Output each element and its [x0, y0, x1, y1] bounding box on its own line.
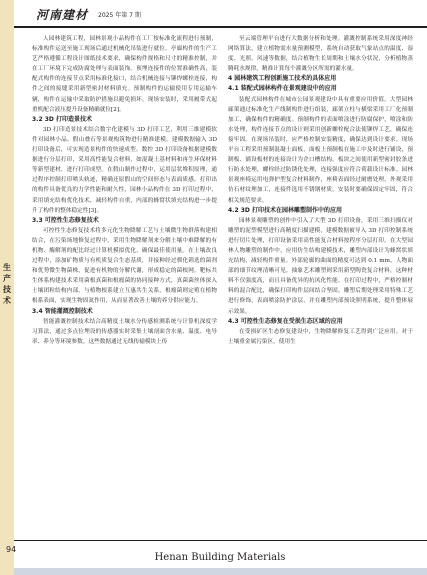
page-header — [36, 4, 416, 24]
footer-journal-title: Henan Building Materials — [154, 552, 286, 563]
section-heading: 4.2 3D 打印技术在园林雕塑制作中的应用 — [228, 206, 342, 214]
body-paragraph: 人园林建筑工程，园林景观小品构件在工厂按标准化流程进行预制，标准构件运送至施工现场后通过机械化吊装进行就位。亭廊构件的生产工艺严格遵循工程设计图纸技术要求，确保构件规格和尺寸的精准控制，并在工厂环境下完成防腐处理与表面装饰。预埋连接件的位置准确性高，装配式构件的连接节点采用标准化接口，结合机械连接与铆焊螺栓连接，构件之间的接缝采用新型密封材料填充。预制构件的运输使用专用运输车辆，构件在运输中采取防护措施以避免损坏。现场安装时，采用履带式起重机配合液压提升设备精确就位[2]。 — [32, 36, 217, 113]
page-number: 94 — [6, 545, 17, 554]
body-paragraph: 可控性生态修复技术将多元化生物降解工艺与土壤微生物群落构建相结合，在污染场地修复过程中，采用生物降解剂来分解土壤中难降解的有机物、酶解剂的配比经过计算机模拟优化，确保最佳使用量。在土壤改良过程中，添加矿物质与有机质复合生态基质，并接种经过驯化筛选的菌剂和优势微生物菌株，促进有机物的分解代谢，形成稳定的菌根网。靶标共生体系构建技术采用菌根真菌和根瘤菌的协同接种方式，真菌菌丝体深入土壤团粒结构内部，与植物根系建立互惠共生关系，根瘤菌则定殖在植物根系表面，实现生物固氮作用，从而显著改善土壤的养分供应能力。 — [32, 227, 217, 305]
footer-rule — [14, 540, 427, 541]
section-heading: 4.3 可控性生态修复在受损生态区域的应用 — [228, 317, 343, 325]
section-heading: 4 园林建筑工程创新施工技术的具体应用 — [228, 75, 337, 83]
bottom-decor-strip — [14, 568, 427, 575]
issue-info: 2025 年第 7 期 — [98, 11, 141, 19]
section-heading: 3.4 智能灌溉控制技术 — [32, 307, 93, 315]
body-paragraph: 在受损矿区生态修复建设中，生物降解修复工艺得到广泛应用。对于土壤重金属污染区，使用生 — [228, 328, 413, 345]
article-body — [32, 34, 413, 532]
body-paragraph: 园林景观雕塑的创作中引入了大型 3D 打印设备，采用三维扫描仪对雕塑的泥塑模型进行高精度扫描建模，建模数据被导入 3D 打印控制系统进行切片处理，打印设备采用高性能复合材料按程序分层打印。在大型园林人物雕塑的制作中，应用仿生结构建模技术，雕塑内部设计为蜂窝状填充结构，减轻构件重量。外部轮廓的曲面的精度可达到 0.1 mm，人物面部的细节纹理清晰可见。抽象艺术雕塑则采用新型陶瓷复合材料，这种材料不仅强度高，而且具备优异的抗风化性能。在打印过程中，严格控制材料的混合配比，确保打印构件层间结合坚固。雕塑后期处理采用特殊工艺进行修饰，表面喷涂防护涂层，并在雕塑内部预设照明系统，提升整体展示效果。 — [228, 217, 413, 315]
section-heading: 4.1 装配式园林构件在景观建设中的应用 — [228, 85, 337, 93]
header-rule — [14, 26, 427, 28]
body-paragraph: 智能灌溉控制技术结合高精度土壤水分传感检测系统与计算机深度学习算法，通过多点位埋设的传感器实时采集土壤剖面含水量、温度、电导率、养分等环境参数。这些数据通过无线传输模块上传 — [32, 318, 217, 345]
journal-name: 河南建材 — [36, 7, 89, 22]
body-paragraph: 装配式园林构件在城市公园景观建设中具有重要应用价值。大型园林廊架通过标准化生产线制构件进行组装，廊架立柱与横梁采用工厂化预制加工，确保构件的精确度。预制构件的表面喷涂进行防腐保护，喷涂和防水处理，构件连接节点的设计则采用创新螺栓配合法使铆焊工艺，确保连接牢固。在现场吊装时，应严格控制安装精度，确保达到设计要求。现场平台工程采用预制混凝土面板，面板上预制板在施工中及时进行铺设，预制板、铺设板材的连接设计为企口槽结构，板块之间使用新型密封胶条进行防水处理，螺栓经过防锈化处理，连接强度应符合荷载设计标准。园林景观座椅运用电弹护型复合材料制作，座椅表面经过耐磨处理，外观采用仿石材纹理加工，连接件选用不锈钢材质，安装时要确保固定牢固，符合相关规范要求。 — [228, 96, 413, 204]
section-side-label: 生 产 技 术 — [3, 263, 11, 305]
section-heading: 3.2 3D 打印造景技术 — [32, 115, 92, 123]
section-heading: 3.3 可控性生态修复技术 — [32, 216, 99, 224]
side-margin-strip — [0, 0, 17, 575]
right-column — [228, 34, 413, 532]
body-paragraph: 至云端管理平台进行大数据分析和处理。灌溉控制系统采用深度神经网络算法，建立植物需水量预测模型，系统自动获取气象站点的温度、湿度、光照、风速等数据，结合植物生长周期和土壤水分状况，分析植物蒸腾耗水规律，精准计算每个灌溉分区所需的灌水量。 — [228, 36, 413, 73]
left-column — [32, 34, 217, 532]
body-paragraph: 3D 打印造景技术结合数字化建模与 3D 打印工艺，利用三维建模软件对园林小品、假山叠石等景观构筑物进行精准建模，建模数据输入 3D 打印设备后，可实现造景构件的快速成型。数控 3D 打印设备根据建模数据进行分层打印，采用高性能复合材料，如混凝土基材料和再生环保材料等新型建材，进行打印成型。在假山制作过程中，运用层状堆积原理，通过程序控制打印喷头轨迹，精确还原假山的空间形态与表面质感。打印出的构件具备优良的力学性能和耐久性，园林小品构件在 3D 打印过程中，采用填充结构优化技术，减轻构件自重，内部的蜂窝状填充结构进一步提升了构件的整体稳定性[3]。 — [32, 126, 217, 214]
